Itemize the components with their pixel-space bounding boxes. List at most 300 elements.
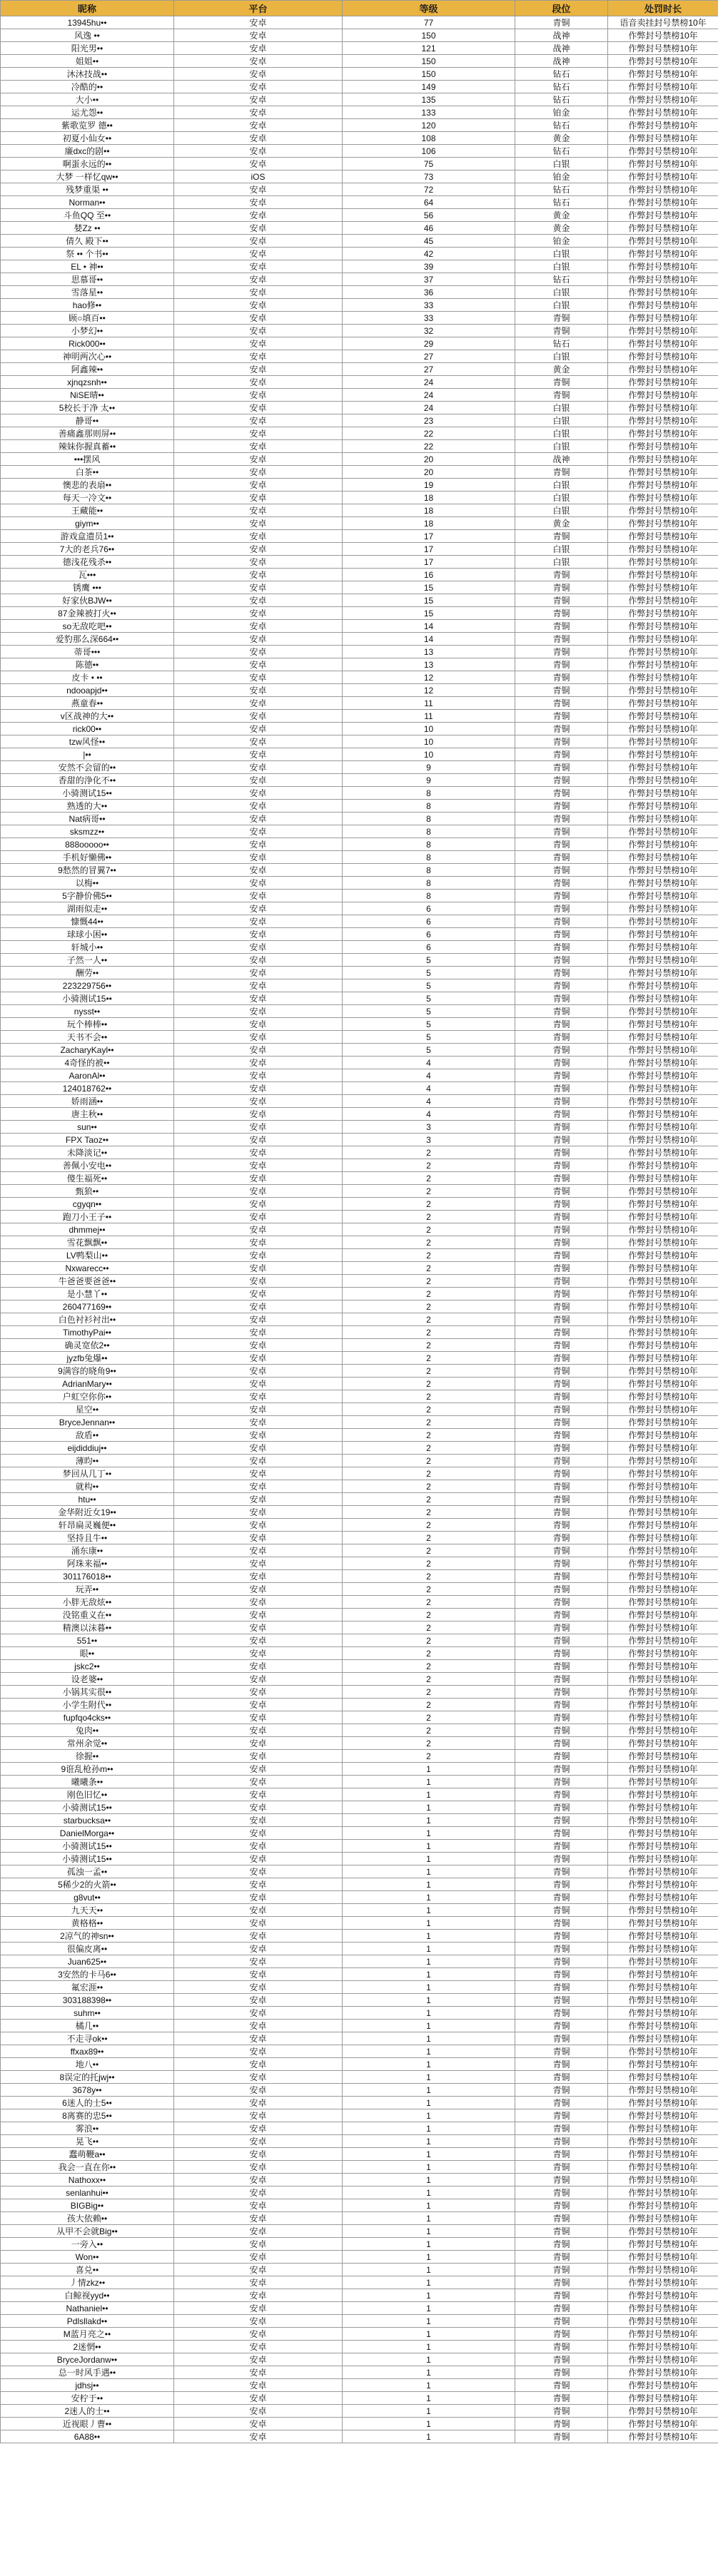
penalty-cell: 作弊封号禁榜10年: [608, 235, 718, 248]
penalty-cell: 作弊封号禁榜10年: [608, 902, 718, 915]
penalty-cell: 作弊封号禁榜10年: [608, 1185, 718, 1198]
table-row: [1, 1711, 718, 1724]
table-row: [1, 1596, 718, 1609]
table-row: [1, 2058, 718, 2071]
platform-cell: 安卓: [174, 222, 343, 235]
nickname-cell: 孩大依赖••: [1, 2212, 174, 2225]
nickname-cell: 雾浪••: [1, 2122, 174, 2135]
level-cell: 1: [343, 2199, 515, 2212]
nickname-cell: 游戏盒遗员1••: [1, 530, 174, 543]
table-row: [1, 902, 718, 915]
rank-cell: 青铜: [515, 1223, 608, 1236]
table-row: [1, 1853, 718, 1865]
rank-cell: 青铜: [515, 1031, 608, 1044]
platform-cell: 安卓: [174, 1737, 343, 1750]
rank-cell: 青铜: [515, 1904, 608, 1917]
level-cell: 5: [343, 1018, 515, 1031]
penalty-cell: 作弊封号禁榜10年: [608, 2084, 718, 2097]
rank-cell: 钻石: [515, 93, 608, 106]
rank-cell: 青铜: [515, 890, 608, 902]
platform-cell: 安卓: [174, 761, 343, 774]
level-cell: 2: [343, 1378, 515, 1390]
penalty-cell: 作弊封号禁榜10年: [608, 479, 718, 492]
rank-cell: 青铜: [515, 1429, 608, 1442]
rank-cell: 青铜: [515, 1660, 608, 1673]
table-row: [1, 979, 718, 992]
table-row: [1, 363, 718, 376]
rank-cell: 青铜: [515, 825, 608, 838]
rank-cell: 白银: [515, 248, 608, 260]
rank-cell: 青铜: [515, 2353, 608, 2366]
penalty-cell: 作弊封号禁榜10年: [608, 2199, 718, 2212]
nickname-cell: 锈鹰 •••: [1, 581, 174, 594]
table-row: [1, 453, 718, 466]
rank-cell: 白银: [515, 260, 608, 273]
platform-cell: 安卓: [174, 1403, 343, 1416]
platform-cell: 安卓: [174, 1262, 343, 1275]
rank-cell: 钻石: [515, 119, 608, 132]
platform-cell: 安卓: [174, 1506, 343, 1519]
level-cell: 12: [343, 684, 515, 697]
penalty-cell: 作弊封号禁榜10年: [608, 877, 718, 890]
penalty-cell: 作弊封号禁榜10年: [608, 1943, 718, 1955]
penalty-cell: 作弊封号禁榜10年: [608, 517, 718, 530]
level-cell: 13: [343, 646, 515, 658]
platform-cell: 安卓: [174, 504, 343, 517]
rank-cell: 青铜: [515, 915, 608, 928]
penalty-cell: 作弊封号禁榜10年: [608, 2148, 718, 2161]
platform-cell: 安卓: [174, 2392, 343, 2405]
level-cell: 4: [343, 1057, 515, 1069]
penalty-cell: 作弊封号禁榜10年: [608, 1429, 718, 1442]
nickname-cell: v区战神的大••: [1, 710, 174, 723]
rank-cell: 青铜: [515, 2212, 608, 2225]
level-cell: 2: [343, 1750, 515, 1763]
table-row: [1, 1262, 718, 1275]
level-cell: 2: [343, 1519, 515, 1532]
platform-cell: 安卓: [174, 543, 343, 556]
nickname-cell: 3安然的卡马6••: [1, 1968, 174, 1981]
platform-cell: 安卓: [174, 2418, 343, 2430]
platform-cell: 安卓: [174, 556, 343, 569]
platform-cell: 安卓: [174, 851, 343, 864]
platform-cell: 安卓: [174, 260, 343, 273]
level-cell: 39: [343, 260, 515, 273]
rank-cell: 青铜: [515, 1673, 608, 1686]
rank-cell: 白银: [515, 427, 608, 440]
table-row: [1, 1865, 718, 1878]
nickname-cell: 顾○填百••: [1, 312, 174, 325]
rank-cell: 青铜: [515, 1326, 608, 1339]
penalty-cell: 作弊封号禁榜10年: [608, 119, 718, 132]
nickname-cell: 888ooooo••: [1, 838, 174, 851]
penalty-cell: 作弊封号禁榜10年: [608, 1390, 718, 1403]
rank-cell: 青铜: [515, 1788, 608, 1801]
penalty-cell: 作弊封号禁榜10年: [608, 723, 718, 735]
rank-cell: 白银: [515, 158, 608, 170]
nickname-cell: Norman••: [1, 196, 174, 209]
level-cell: 4: [343, 1069, 515, 1082]
platform-cell: 安卓: [174, 1005, 343, 1018]
penalty-cell: 作弊封号禁榜10年: [608, 646, 718, 658]
penalty-cell: 作弊封号禁榜10年: [608, 158, 718, 170]
nickname-cell: AdrianMary••: [1, 1378, 174, 1390]
platform-cell: 安卓: [174, 1121, 343, 1134]
rank-cell: 青铜: [515, 1917, 608, 1930]
rank-cell: 青铜: [515, 941, 608, 954]
nickname-cell: 善痛鑫那则屏••: [1, 427, 174, 440]
rank-cell: 青铜: [515, 1095, 608, 1108]
level-cell: 8: [343, 877, 515, 890]
rank-cell: 青铜: [515, 1724, 608, 1737]
table-row: [1, 119, 718, 132]
platform-cell: 安卓: [174, 877, 343, 890]
rank-cell: 青铜: [515, 1185, 608, 1198]
table-row: [1, 1378, 718, 1390]
penalty-cell: 作弊封号禁榜10年: [608, 170, 718, 183]
penalty-cell: 作弊封号禁榜10年: [608, 1699, 718, 1711]
rank-cell: 青铜: [515, 1390, 608, 1403]
nickname-cell: Juan625••: [1, 1955, 174, 1968]
level-cell: 2: [343, 1557, 515, 1570]
penalty-cell: 作弊封号禁榜10年: [608, 363, 718, 376]
penalty-cell: 作弊封号禁榜10年: [608, 29, 718, 42]
nickname-cell: 酬劳••: [1, 967, 174, 979]
nickname-cell: 124018762••: [1, 1082, 174, 1095]
nickname-cell: 阿珠来福••: [1, 1557, 174, 1570]
platform-cell: 安卓: [174, 2161, 343, 2174]
penalty-cell: 作弊封号禁榜10年: [608, 2109, 718, 2122]
level-cell: 17: [343, 543, 515, 556]
platform-cell: 安卓: [174, 2122, 343, 2135]
level-cell: 1: [343, 2084, 515, 2097]
platform-cell: 安卓: [174, 1660, 343, 1673]
level-cell: 2: [343, 1416, 515, 1429]
nickname-cell: xjnqzsnh••: [1, 376, 174, 389]
nickname-cell: LV鸭梨山••: [1, 1249, 174, 1262]
platform-cell: 安卓: [174, 312, 343, 325]
nickname-cell: 王藏能••: [1, 504, 174, 517]
penalty-cell: 作弊封号禁榜10年: [608, 466, 718, 479]
platform-cell: 安卓: [174, 1249, 343, 1262]
platform-cell: 安卓: [174, 376, 343, 389]
penalty-cell: 作弊封号禁榜10年: [608, 658, 718, 671]
table-row: [1, 1031, 718, 1044]
table-row: [1, 1763, 718, 1776]
level-cell: 15: [343, 607, 515, 620]
level-cell: 133: [343, 106, 515, 119]
table-row: [1, 273, 718, 286]
nickname-cell: 安然不会留的••: [1, 761, 174, 774]
platform-cell: 安卓: [174, 915, 343, 928]
level-cell: 5: [343, 954, 515, 967]
nickname-cell: 橘几••: [1, 2020, 174, 2032]
nickname-cell: 廉dxc的剧••: [1, 145, 174, 158]
nickname-cell: 9满容的晓角9••: [1, 1365, 174, 1378]
table-row: [1, 1288, 718, 1300]
rank-cell: 青铜: [515, 2225, 608, 2238]
level-cell: 2: [343, 1699, 515, 1711]
rank-cell: 青铜: [515, 1737, 608, 1750]
rank-cell: 青铜: [515, 607, 608, 620]
table-row: [1, 2289, 718, 2302]
level-cell: 1: [343, 2186, 515, 2199]
platform-cell: 安卓: [174, 286, 343, 299]
nickname-cell: dhmmej••: [1, 1223, 174, 1236]
level-cell: 2: [343, 1365, 515, 1378]
level-cell: 6: [343, 902, 515, 915]
penalty-cell: 作弊封号禁榜10年: [608, 2238, 718, 2251]
penalty-cell: 作弊封号禁榜10年: [608, 1981, 718, 1994]
table-row: [1, 504, 718, 517]
nickname-cell: 常州余觉••: [1, 1737, 174, 1750]
penalty-cell: 作弊封号禁榜10年: [608, 1262, 718, 1275]
rank-cell: 白银: [515, 504, 608, 517]
penalty-cell: 作弊封号禁榜10年: [608, 93, 718, 106]
table-row: [1, 2020, 718, 2032]
table-row: [1, 1249, 718, 1262]
nickname-cell: 兔肉••: [1, 1724, 174, 1737]
platform-cell: 安卓: [174, 1416, 343, 1429]
table-row: [1, 1313, 718, 1326]
rank-cell: 青铜: [515, 1313, 608, 1326]
penalty-cell: 作弊封号禁榜10年: [608, 2289, 718, 2302]
table-row: [1, 825, 718, 838]
penalty-cell: 作弊封号禁榜10年: [608, 68, 718, 81]
rank-cell: 青铜: [515, 877, 608, 890]
table-row: [1, 1878, 718, 1891]
table-row: [1, 1827, 718, 1840]
level-cell: 5: [343, 1044, 515, 1057]
level-cell: 37: [343, 273, 515, 286]
level-cell: 5: [343, 1005, 515, 1018]
nickname-cell: 8误定的托jwj••: [1, 2071, 174, 2084]
penalty-cell: 作弊封号禁榜10年: [608, 2430, 718, 2443]
table-row: [1, 1057, 718, 1069]
table-row: [1, 466, 718, 479]
nickname-cell: 雪落星••: [1, 286, 174, 299]
nickname-cell: 8离赛的忠5••: [1, 2109, 174, 2122]
nickname-cell: 小胖无敌炫••: [1, 1596, 174, 1609]
penalty-cell: 作弊封号禁榜10年: [608, 838, 718, 851]
table-row: [1, 838, 718, 851]
rank-cell: 青铜: [515, 2392, 608, 2405]
table-row: [1, 684, 718, 697]
rank-cell: 钻石: [515, 81, 608, 93]
level-cell: 2: [343, 1506, 515, 1519]
level-cell: 36: [343, 286, 515, 299]
level-cell: 1: [343, 1994, 515, 2007]
penalty-cell: 作弊封号禁榜10年: [608, 581, 718, 594]
rank-cell: 铂金: [515, 170, 608, 183]
table-row: [1, 286, 718, 299]
platform-cell: 安卓: [174, 2405, 343, 2418]
nickname-cell: 以梅••: [1, 877, 174, 890]
nickname-cell: 玩弄••: [1, 1583, 174, 1596]
rank-cell: 青铜: [515, 1853, 608, 1865]
level-cell: 5: [343, 967, 515, 979]
rank-cell: 青铜: [515, 1686, 608, 1699]
level-cell: 2: [343, 1223, 515, 1236]
rank-cell: 青铜: [515, 1622, 608, 1634]
level-cell: 2: [343, 1442, 515, 1455]
nickname-cell: 蠢萌鞭a••: [1, 2148, 174, 2161]
penalty-cell: 作弊封号禁榜10年: [608, 1159, 718, 1172]
nickname-cell: 湖雨似走••: [1, 902, 174, 915]
platform-cell: 安卓: [174, 2007, 343, 2020]
penalty-cell: 作弊封号禁榜10年: [608, 2379, 718, 2392]
level-cell: 1: [343, 2328, 515, 2341]
platform-cell: 安卓: [174, 1686, 343, 1699]
rank-cell: 青铜: [515, 1262, 608, 1275]
penalty-cell: 作弊封号禁榜10年: [608, 710, 718, 723]
level-cell: 1: [343, 2122, 515, 2135]
level-cell: 8: [343, 864, 515, 877]
penalty-cell: 作弊封号禁榜10年: [608, 787, 718, 800]
penalty-cell: 作弊封号禁榜10年: [608, 1442, 718, 1455]
rank-cell: 青铜: [515, 594, 608, 607]
table-row: [1, 1660, 718, 1673]
rank-cell: 白银: [515, 286, 608, 299]
level-cell: 1: [343, 2161, 515, 2174]
penalty-cell: 作弊封号禁榜10年: [608, 2135, 718, 2148]
level-cell: 5: [343, 1031, 515, 1044]
rank-cell: 青铜: [515, 1236, 608, 1249]
level-cell: 1: [343, 2405, 515, 2418]
penalty-cell: 作弊封号禁榜10年: [608, 1416, 718, 1429]
table-row: [1, 1519, 718, 1532]
rank-cell: 青铜: [515, 684, 608, 697]
platform-cell: 安卓: [174, 337, 343, 350]
nickname-cell: BIGBig••: [1, 2199, 174, 2212]
table-row: [1, 2032, 718, 2045]
penalty-cell: 作弊封号禁榜10年: [608, 1313, 718, 1326]
table-row: [1, 158, 718, 170]
table-row: [1, 1609, 718, 1622]
rank-cell: 青铜: [515, 1416, 608, 1429]
nickname-cell: 2迷人的士••: [1, 2405, 174, 2418]
penalty-cell: 作弊封号禁榜10年: [608, 389, 718, 402]
level-cell: 8: [343, 890, 515, 902]
nickname-cell: 我会一直在你••: [1, 2161, 174, 2174]
level-cell: 1: [343, 2341, 515, 2353]
penalty-cell: 作弊封号禁榜10年: [608, 1365, 718, 1378]
rank-cell: 青铜: [515, 1711, 608, 1724]
table-row: [1, 2366, 718, 2379]
level-cell: 33: [343, 312, 515, 325]
penalty-cell: 作弊封号禁榜10年: [608, 1814, 718, 1827]
rank-cell: 青铜: [515, 2379, 608, 2392]
level-cell: 4: [343, 1108, 515, 1121]
nickname-cell: NiSE晴••: [1, 389, 174, 402]
level-cell: 20: [343, 453, 515, 466]
table-row: [1, 376, 718, 389]
nickname-cell: 子然一人••: [1, 954, 174, 967]
penalty-cell: 作弊封号禁榜10年: [608, 260, 718, 273]
platform-cell: 安卓: [174, 1018, 343, 1031]
penalty-cell: 作弊封号禁榜10年: [608, 1622, 718, 1634]
level-cell: 2: [343, 1467, 515, 1480]
rank-cell: 钻石: [515, 337, 608, 350]
rank-cell: 青铜: [515, 710, 608, 723]
rank-cell: 青铜: [515, 1955, 608, 1968]
rank-cell: 青铜: [515, 1365, 608, 1378]
nickname-cell: 初夏小仙女••: [1, 132, 174, 145]
nickname-cell: 跑刀小王子••: [1, 1211, 174, 1223]
level-cell: 22: [343, 440, 515, 453]
table-row: [1, 1198, 718, 1211]
table-row: [1, 2238, 718, 2251]
level-cell: 2: [343, 1249, 515, 1262]
platform-cell: 安卓: [174, 838, 343, 851]
table-row: [1, 1930, 718, 1943]
table-row: [1, 1506, 718, 1519]
nickname-cell: 小梦幻••: [1, 325, 174, 337]
table-row: [1, 2341, 718, 2353]
table-row: [1, 658, 718, 671]
level-cell: 1: [343, 1930, 515, 1943]
penalty-cell: 作弊封号禁榜10年: [608, 2186, 718, 2199]
table-row: [1, 2148, 718, 2161]
penalty-cell: 作弊封号禁榜10年: [608, 671, 718, 684]
rank-cell: 青铜: [515, 1647, 608, 1660]
nickname-cell: 香甜的浄化不••: [1, 774, 174, 787]
level-cell: 1: [343, 1891, 515, 1904]
nickname-cell: 祭 •• 个书••: [1, 248, 174, 260]
level-cell: 1: [343, 2225, 515, 2238]
rank-cell: 青铜: [515, 646, 608, 658]
table-row: [1, 389, 718, 402]
table-row: [1, 325, 718, 337]
penalty-cell: 作弊封号禁榜10年: [608, 800, 718, 813]
level-cell: 42: [343, 248, 515, 260]
penalty-cell: 作弊封号禁榜10年: [608, 183, 718, 196]
nickname-cell: 阿鑫辣••: [1, 363, 174, 376]
level-cell: 2: [343, 1455, 515, 1467]
level-cell: 150: [343, 68, 515, 81]
table-row: [1, 260, 718, 273]
platform-cell: 安卓: [174, 748, 343, 761]
penalty-cell: 作弊封号禁榜10年: [608, 325, 718, 337]
platform-cell: 安卓: [174, 2328, 343, 2341]
penalty-cell: 作弊封号禁榜10年: [608, 761, 718, 774]
penalty-cell: 作弊封号禁榜10年: [608, 851, 718, 864]
platform-cell: 安卓: [174, 1326, 343, 1339]
penalty-cell: 作弊封号禁榜10年: [608, 967, 718, 979]
platform-cell: 安卓: [174, 1532, 343, 1544]
nickname-cell: hao修••: [1, 299, 174, 312]
platform-cell: 安卓: [174, 119, 343, 132]
nickname-cell: 九天天••: [1, 1904, 174, 1917]
platform-cell: 安卓: [174, 890, 343, 902]
nickname-cell: 就构••: [1, 1480, 174, 1493]
level-cell: 11: [343, 710, 515, 723]
level-cell: 1: [343, 2007, 515, 2020]
rank-cell: 青铜: [515, 2315, 608, 2328]
table-row: [1, 2430, 718, 2443]
platform-cell: 安卓: [174, 1300, 343, 1313]
rank-cell: 钻石: [515, 196, 608, 209]
platform-cell: 安卓: [174, 2186, 343, 2199]
level-cell: 2: [343, 1390, 515, 1403]
table-row: [1, 1814, 718, 1827]
platform-cell: 安卓: [174, 1853, 343, 1865]
level-cell: 5: [343, 979, 515, 992]
nickname-cell: so无敌吃吧••: [1, 620, 174, 633]
platform-cell: 安卓: [174, 774, 343, 787]
penalty-cell: 作弊封号禁榜10年: [608, 2418, 718, 2430]
nickname-cell: 孤浊一孟••: [1, 1865, 174, 1878]
